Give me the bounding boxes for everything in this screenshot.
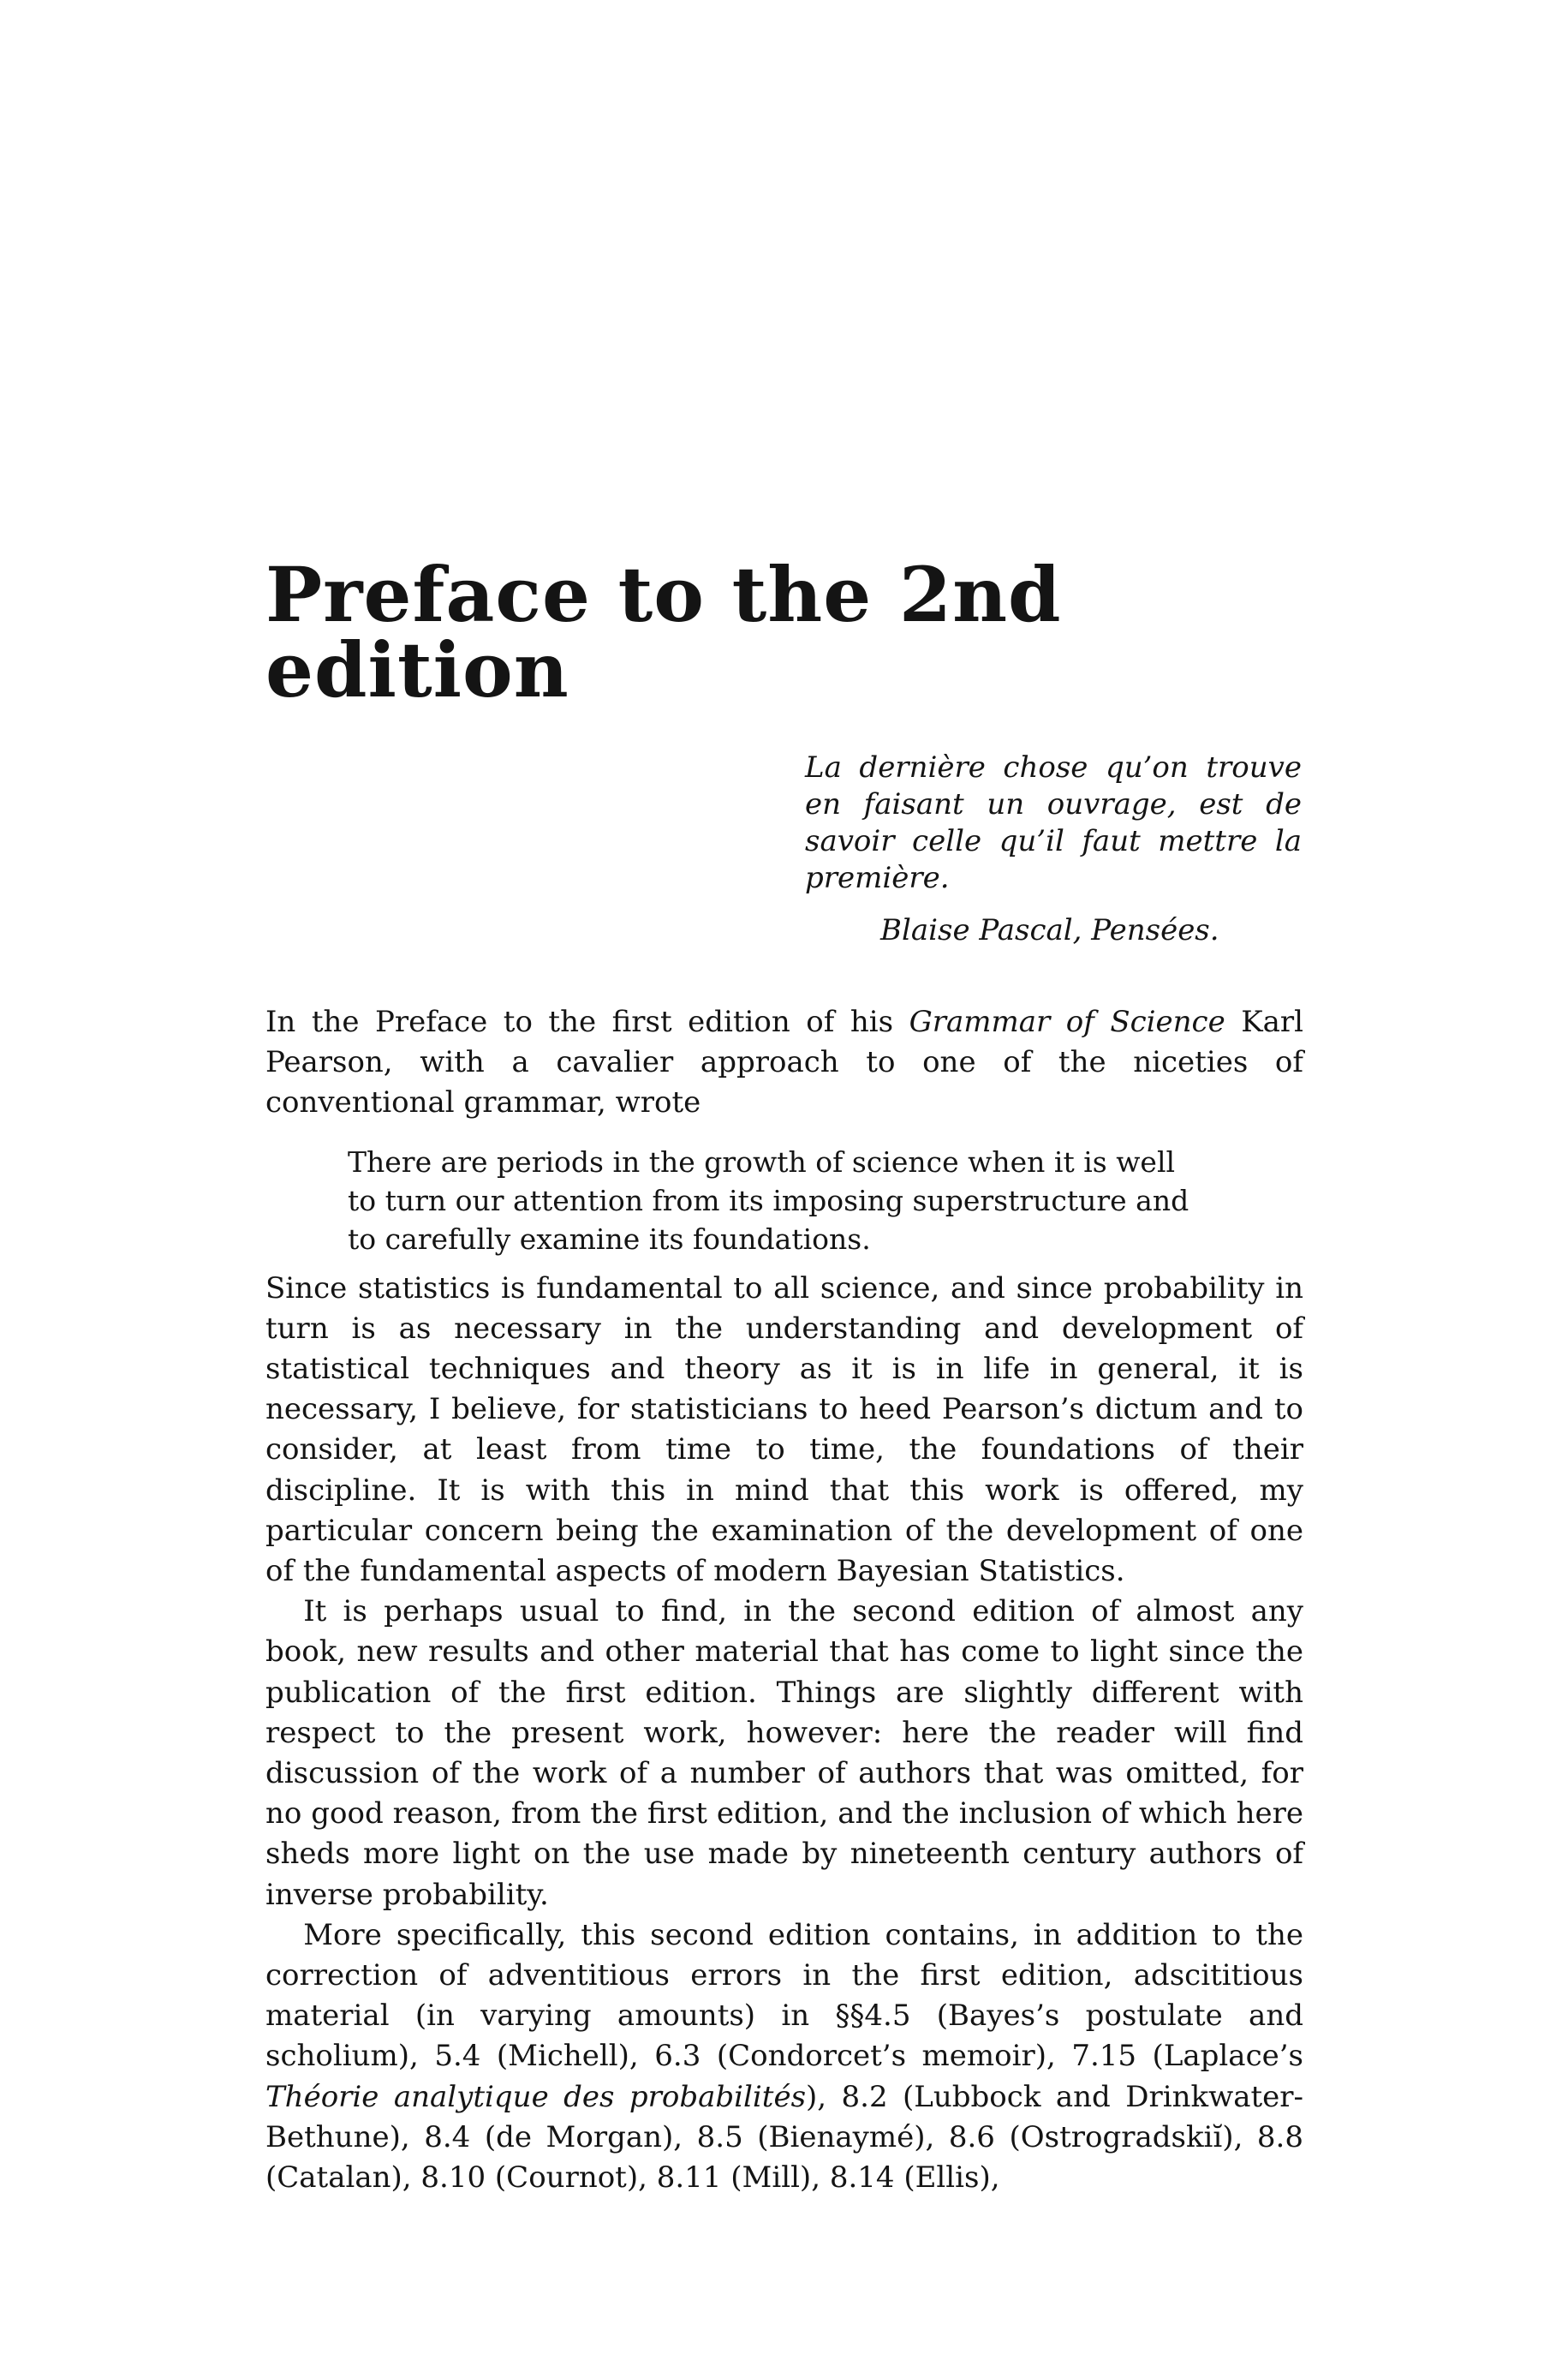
page-title: Preface to the 2nd edition [265, 550, 1062, 714]
book-title-theorie-analytique: Théorie analytique des probabilités [265, 2079, 807, 2114]
block-quote: There are periods in the growth of science when it is well to turn our attention from its imposing superstructure and to carefully examine its foundations. [348, 1144, 1189, 1256]
paragraph-4-after: ), 8.2 (Lubbock and Drinkwater-Bethune), 8.4 (de Morgan), 8.5 (Bienaymé), 8.6 (Ostrogradskiĭ), 8.8 (Catalan), 8.10 (Cournot), 8.11 (Mill), 8.14 (Ellis), [265, 2079, 1303, 2196]
paragraph-2: Since statistics is fundamental to all science, and since probability in turn is as necessary in the understanding and development of statistical techniques and theory as it is in life in general, it is necessary, I believe, for statisticians to heed Pearson’s dictum and to consider, at least from time to time, the foundations of their discipline. It is with this in mind that this work is offered, my particular concern being the examination of the development of one of the fundamental aspects of modern Bayesian Statistics. [265, 1270, 1303, 1589]
epigraph-attribution: Blaise Pascal, Pensées. [880, 913, 1219, 947]
paragraph-4-before: More specifically, this second edition contains, in addition to the correction of adventitious errors in the first edition, adscititious material (in varying amounts) in §§4.5 (Bayes’s postulate and scholium), 5.4 (Michell), 6.3 (Condorcet’s memoir), 7.15 (Laplace’s [265, 1917, 1303, 2074]
paragraph-3: It is perhaps usual to find, in the second edition of almost any book, new results and other material that has come to light since the publication of the first edition. Things are slightly different with respect to the present work, however: here the reader will find discussion of the work of a number of authors that was omitted, for no good reason, from the first edition, and the inclusion of which here sheds more light on the use made by nineteenth century authors of inverse probability. [265, 1594, 1303, 1912]
paragraph-4 [265, 1915, 1303, 2198]
book-title-grammar-of-science: Grammar of Science [909, 1005, 1225, 1039]
body-text [265, 1002, 1303, 2198]
paragraph-1-before: In the Preface to the first edition of his [265, 1005, 909, 1039]
paragraph-1-after: Karl Pearson, with a cavalier approach to one of the niceties of conventional grammar, wrote [265, 1005, 1304, 1120]
epigraph-text: La dernière chose qu’on trouve en faisant un ouvrage, est de savoir celle qu’il faut mettre la première. [805, 750, 1302, 895]
paragraph-1 [265, 1002, 1303, 1124]
epigraph [805, 750, 1302, 949]
